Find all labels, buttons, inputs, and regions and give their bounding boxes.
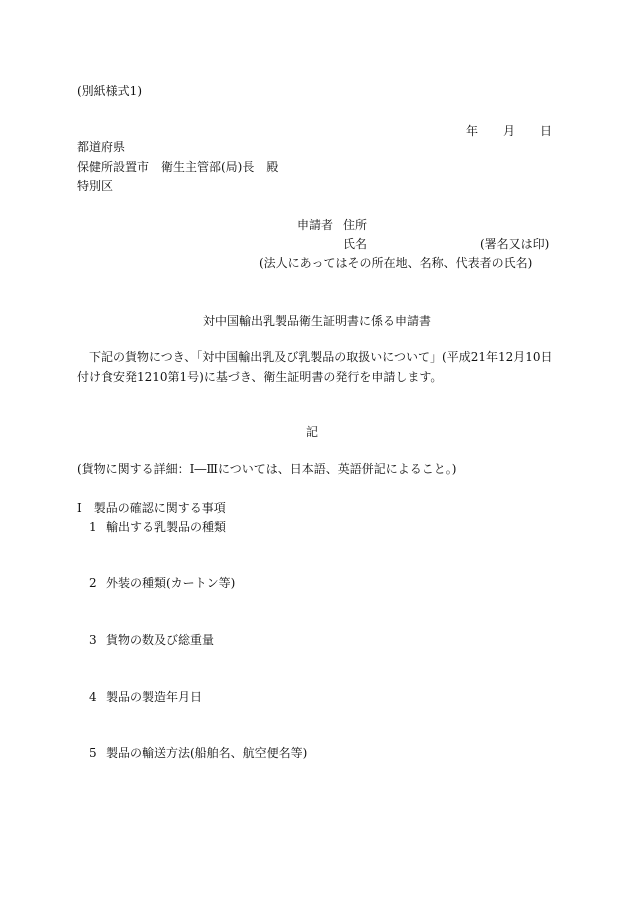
- item-number: 2: [89, 576, 97, 590]
- form-number: (別紙様式1): [77, 84, 142, 98]
- body-line-1: 下記の貨物につき、「対中国輸出乳及び乳製品の取扱いについて」(平成21年12月10日: [89, 350, 553, 364]
- corporate-note: (法人にあってはその所在地、名称、代表者の氏名): [259, 256, 533, 270]
- item-label: 製品の製造年月日: [106, 690, 203, 704]
- applicant-name-label: 氏名: [343, 237, 368, 251]
- body-line-2: 付け食安発1210第1号)に基づき、衛生証明書の発行を申請します。: [77, 370, 443, 384]
- item-label: 輸出する乳製品の種類: [106, 520, 227, 534]
- date-month: 月: [503, 124, 516, 138]
- applicant-label: 申請者: [297, 218, 334, 232]
- item-number: 1: [89, 520, 97, 534]
- addressee-line-3: 特別区: [77, 179, 114, 193]
- seal-note: (署名又は印): [480, 237, 550, 251]
- item-number: 3: [89, 633, 97, 647]
- document-title: 対中国輸出乳製品衛生証明書に係る申請書: [203, 314, 432, 328]
- date-year: 年: [466, 124, 479, 138]
- item-number: 4: [89, 690, 97, 704]
- ki-heading: 記: [306, 425, 319, 439]
- item-number: 5: [89, 746, 97, 760]
- applicant-address-label: 住所: [343, 218, 368, 232]
- item-label: 貨物の数及び総重量: [106, 633, 215, 647]
- addressee-line-1: 都道府県: [77, 140, 126, 154]
- addressee-line-2: 保健所設置市 衛生主管部(局)長 殿: [77, 160, 279, 174]
- item-label: 製品の輸送方法(船舶名、航空便名等): [106, 746, 308, 760]
- date-day: 日: [540, 124, 553, 138]
- cargo-note: (貨物に関する詳細：Ⅰ―Ⅲについては、日本語、英語併記によること。): [77, 462, 457, 476]
- item-label: 外装の種類(カートン等): [106, 576, 236, 590]
- section-1-heading: Ⅰ 製品の確認に関する事項: [77, 501, 226, 515]
